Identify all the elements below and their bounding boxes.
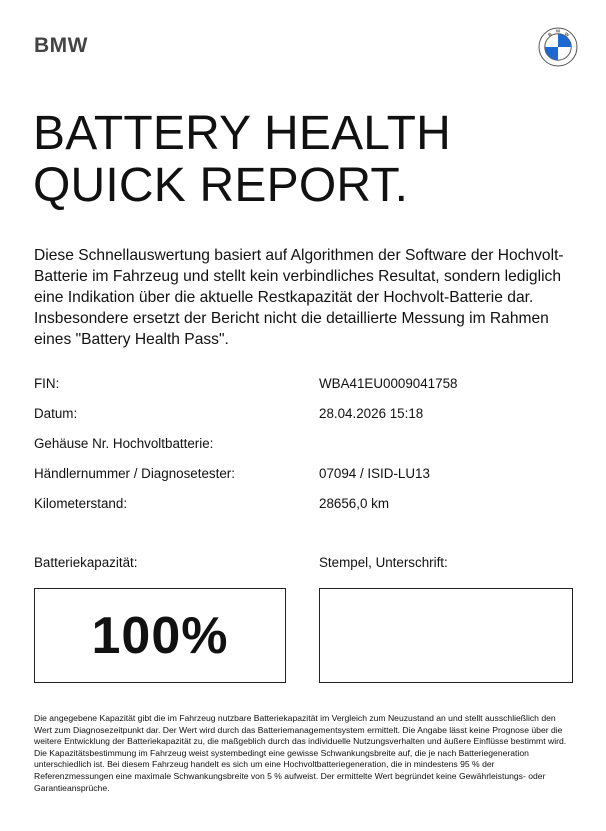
brand-name: BMW xyxy=(34,34,88,57)
detail-label: Gehäuse Nr. Hochvoltbatterie: xyxy=(34,436,214,451)
logo-letter-w: W xyxy=(563,31,571,38)
detail-row-fin xyxy=(34,374,574,404)
report-title xyxy=(33,108,451,212)
capacity-box xyxy=(34,588,286,683)
detail-label: Datum: xyxy=(34,406,78,421)
signature-label: Stempel, Unterschrift: xyxy=(319,555,448,570)
detail-row-mileage xyxy=(34,494,574,524)
detail-label: Händlernummer / Diagnosetester: xyxy=(34,466,235,481)
detail-row-date xyxy=(34,404,574,434)
title-line-1: BATTERY HEALTH xyxy=(33,107,452,160)
capacity-value: 100% xyxy=(91,606,229,665)
footnote: Die angegebene Kapazität gibt die im Fahrzeug nutzbare Batteriekapazität im Vergleich zum Neuzustand an und stellt ausschließlich den Wert zum Diagnosezeitpunkt dar. Der Wert wird durch das Batteriemanagementsystem ermittelt. Die Angabe lässt keine Prognose über die weitere Entwicklung der Batteriekapazität zu, die maßgeblich durch das individuelle Nutzungsverhalten und äußere Einflüsse bestimmt wird. Die Kapazitätsbestimmung im Fahrzeug weist systembedingt eine gewisse Schwankungsbreite auf, die je nach Batteriegeneration unterschiedlich ist. Bei diesem Fahrzeug handelt es sich um eine Hochvoltbatteriegeneration, die in mindestens 95 % der Referenzmessungen eine maximale Schwankungsbreite von 5 % aufweist. Der ermittelte Wert begründet keine Gewährleistungs- oder Garantieansprüche. xyxy=(34,713,567,793)
detail-row-battery-housing xyxy=(34,434,574,464)
detail-label: Kilometerstand: xyxy=(34,496,128,511)
signature-box xyxy=(319,588,573,683)
bmw-roundel-icon xyxy=(538,27,578,67)
logo-letter-b: B xyxy=(547,31,553,38)
detail-value: 28656,0 km xyxy=(319,496,389,511)
detail-value: 07094 / ISID-LU13 xyxy=(319,466,430,481)
detail-label: FIN: xyxy=(34,376,60,391)
details-list xyxy=(34,374,574,524)
capacity-label: Batteriekapazität: xyxy=(34,555,138,570)
detail-row-dealer xyxy=(34,464,574,494)
detail-value: WBA41EU0009041758 xyxy=(319,376,458,391)
logo-letter-m: M xyxy=(556,28,560,34)
intro-paragraph: Diese Schnellauswertung basiert auf Algorithmen der Software der Hochvolt-Batterie im Fahrzeug und stellt kein verbindliches Resultat, sondern lediglich eine Indikation über die aktuelle Restkapazität der Hochvolt-Batterie dar. Insbesondere ersetzt der Bericht nicht die detaillierte Messung im Rahmen eines "Battery Health Pass". xyxy=(34,247,564,348)
title-line-2: QUICK REPORT. xyxy=(33,159,409,212)
detail-value: 28.04.2026 15:18 xyxy=(319,406,424,421)
